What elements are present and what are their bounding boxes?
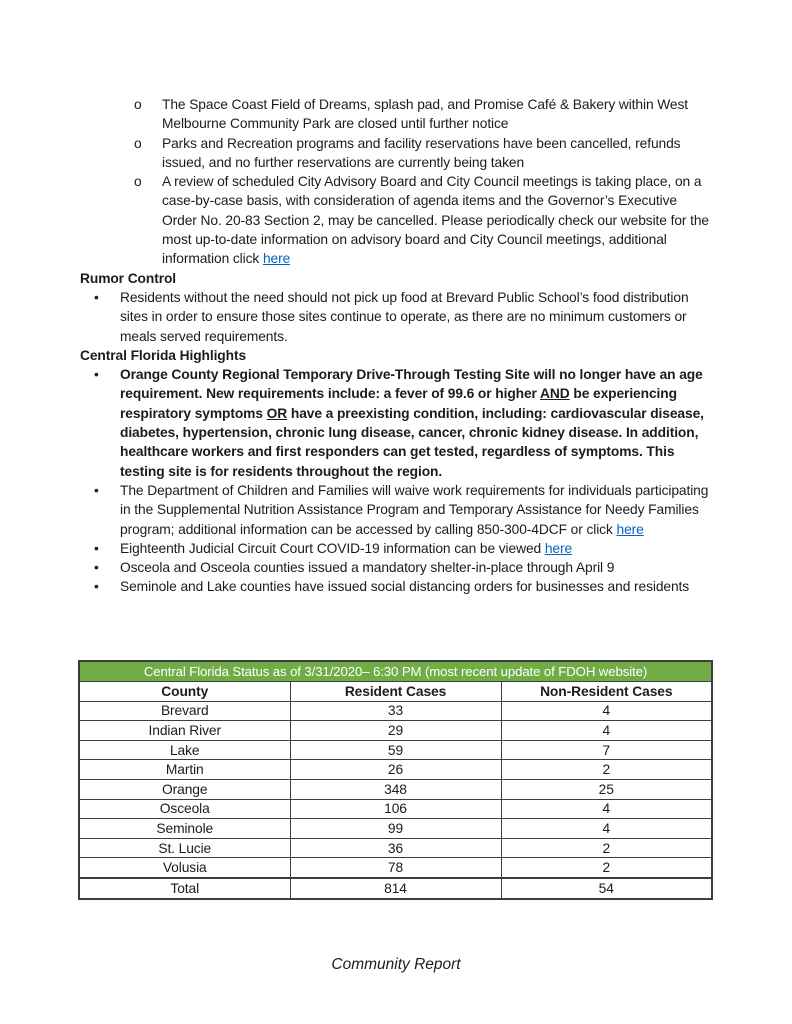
bullet-item: [80, 558, 714, 577]
bullet-item: [80, 481, 714, 539]
here-link[interactable]: here: [544, 540, 573, 556]
table-title-row: [79, 661, 712, 681]
resident-cases-cell: 33: [290, 701, 501, 721]
bullet-marker: •: [94, 289, 99, 305]
county-cell: Indian River: [79, 721, 290, 741]
resident-cases-cell: 814: [290, 878, 501, 899]
here-link[interactable]: here: [262, 251, 291, 267]
county-cell: St. Lucie: [79, 838, 290, 858]
table-header-row: [79, 681, 712, 701]
resident-cases-cell: 106: [290, 799, 501, 819]
text-content: [162, 136, 680, 170]
text-content: [162, 174, 709, 266]
text-run: Rumor Control: [80, 270, 177, 286]
bullet-marker: •: [94, 540, 99, 556]
county-cell: Martin: [79, 760, 290, 780]
bullet-item: [80, 577, 714, 596]
text-run: Orange County Regional Temporary Drive-Through Testing Site will no longer have an age requirement. New requirements include: a fever of 99.6 or higher: [120, 367, 703, 402]
text-run: Osceola and Osceola counties issued a mandatory shelter-in-place through April 9: [120, 560, 615, 576]
text-run: The Department of Children and Families will waive work requirements for individuals participating in the Supplemental Nutrition Assistance Program and Temporary Assistance for Needy Families program; additional information can be accessed by calling 850-300-4DCF or click: [120, 482, 709, 537]
non-resident-cases-cell: 2: [501, 858, 712, 878]
bullet-marker: •: [94, 482, 99, 498]
text-content: [120, 290, 689, 344]
table-row: [79, 760, 712, 780]
table-row: [79, 701, 712, 721]
text-content: [162, 97, 688, 131]
table-row: [79, 838, 712, 858]
non-resident-cases-cell: 7: [501, 740, 712, 760]
resident-cases-cell: 59: [290, 740, 501, 760]
text-run: Parks and Recreation programs and facility reservations have been cancelled, refunds issued, and no further reservations are currently being taken: [162, 135, 681, 170]
non-resident-cases-cell: 4: [501, 721, 712, 741]
non-resident-cases-cell: 54: [501, 878, 712, 899]
county-cell: Orange: [79, 779, 290, 799]
non-resident-cases-cell: 2: [501, 838, 712, 858]
non-resident-cases-cell: 25: [501, 779, 712, 799]
table-title: Central Florida Status as of 3/31/2020– 6:30 PM (most recent update of FDOH website): [79, 661, 712, 681]
resident-cases-cell: 26: [290, 760, 501, 780]
text-run: Residents without the need should not pick up food at Brevard Public School’s food distribution sites in order to ensure those sites continue to operate, as there are no minimum customers or meals served requirements.: [120, 289, 689, 344]
county-cell: Seminole: [79, 819, 290, 839]
resident-cases-cell: 78: [290, 858, 501, 878]
bullet-marker: •: [94, 367, 99, 383]
county-cell: Osceola: [79, 799, 290, 819]
non-resident-cases-cell: 4: [501, 799, 712, 819]
county-cell: Volusia: [79, 858, 290, 878]
table-row: [79, 799, 712, 819]
text-content: [80, 348, 246, 363]
table-row: [79, 819, 712, 839]
bullet-marker: •: [94, 560, 99, 576]
text-content: [80, 271, 176, 286]
non-resident-cases-cell: 2: [501, 760, 712, 780]
text-run: A review of scheduled City Advisory Board and City Council meetings is taking place, on a case-by-case basis, with consideration of agenda items and the Governor’s Executive Order No. 20-83 Section 2, may be cancelled. Please periodically check our website for the most up-to-date information on advisory board and City Council meetings, additional information click: [162, 174, 709, 267]
bullet-marker: •: [94, 579, 99, 595]
resident-cases-cell: 29: [290, 721, 501, 741]
text-run: be experiencing respiratory symptoms: [120, 386, 677, 421]
text-run: Central Florida Highlights: [80, 347, 247, 363]
sub-bullet-marker: o: [134, 174, 142, 190]
text-content: [120, 560, 614, 575]
sub-bullet-item: [80, 172, 714, 268]
sub-bullet-marker: o: [134, 135, 142, 151]
bullet-item: [80, 539, 714, 558]
table-body: [79, 701, 712, 878]
column-header: Resident Cases: [290, 681, 501, 701]
bullet-item: [80, 288, 714, 346]
table-row: [79, 858, 712, 878]
county-cell: Lake: [79, 740, 290, 760]
resident-cases-cell: 99: [290, 819, 501, 839]
non-resident-cases-cell: 4: [501, 701, 712, 721]
resident-cases-cell: 36: [290, 838, 501, 858]
section-heading: [80, 269, 714, 288]
sub-bullet-item: [80, 134, 714, 173]
bullet-item: [80, 365, 714, 481]
section-heading: [80, 346, 714, 365]
county-cell: Brevard: [79, 701, 290, 721]
total-label-cell: Total: [79, 878, 290, 899]
table-row: [79, 740, 712, 760]
status-table-container: [78, 660, 713, 900]
resident-cases-cell: 348: [290, 779, 501, 799]
here-link[interactable]: here: [616, 521, 644, 537]
non-resident-cases-cell: 4: [501, 819, 712, 839]
document-body: [80, 95, 714, 597]
text-run: The Space Coast Field of Dreams, splash pad, and Promise Café & Bakery within West Melbourne Community Park are closed until further notice: [162, 97, 689, 132]
text-content: [120, 541, 572, 556]
table-total-row: [79, 878, 712, 899]
text-blocks: [80, 95, 714, 597]
text-run: Seminole and Lake counties have issued social distancing orders for businesses and residents: [120, 579, 690, 595]
sub-bullet-marker: o: [134, 97, 142, 112]
text-run: AND: [540, 386, 570, 402]
footer-text: Community Report: [331, 956, 461, 973]
text-run: Eighteenth Judicial Circuit Court COVID-19 information can be viewed: [120, 540, 545, 556]
column-header: Non-Resident Cases: [501, 681, 712, 701]
column-header: County: [79, 681, 290, 701]
text-run: OR: [266, 405, 288, 421]
central-florida-status-table: [78, 660, 713, 900]
sub-bullet-item: [80, 95, 714, 134]
table-row: [79, 779, 712, 799]
table-row: [79, 721, 712, 741]
text-content: [120, 483, 708, 537]
text-run: have a preexisting condition, including: cardiovascular disease, diabetes, hypertension, chronic lung disease, cancer, chronic kidney disease. In addition, healthcare workers and first responders can get tested, regardless of symptoms. This testing site is for residents throughout the region.: [120, 405, 704, 479]
text-content: [120, 579, 689, 594]
text-content: [120, 367, 704, 478]
